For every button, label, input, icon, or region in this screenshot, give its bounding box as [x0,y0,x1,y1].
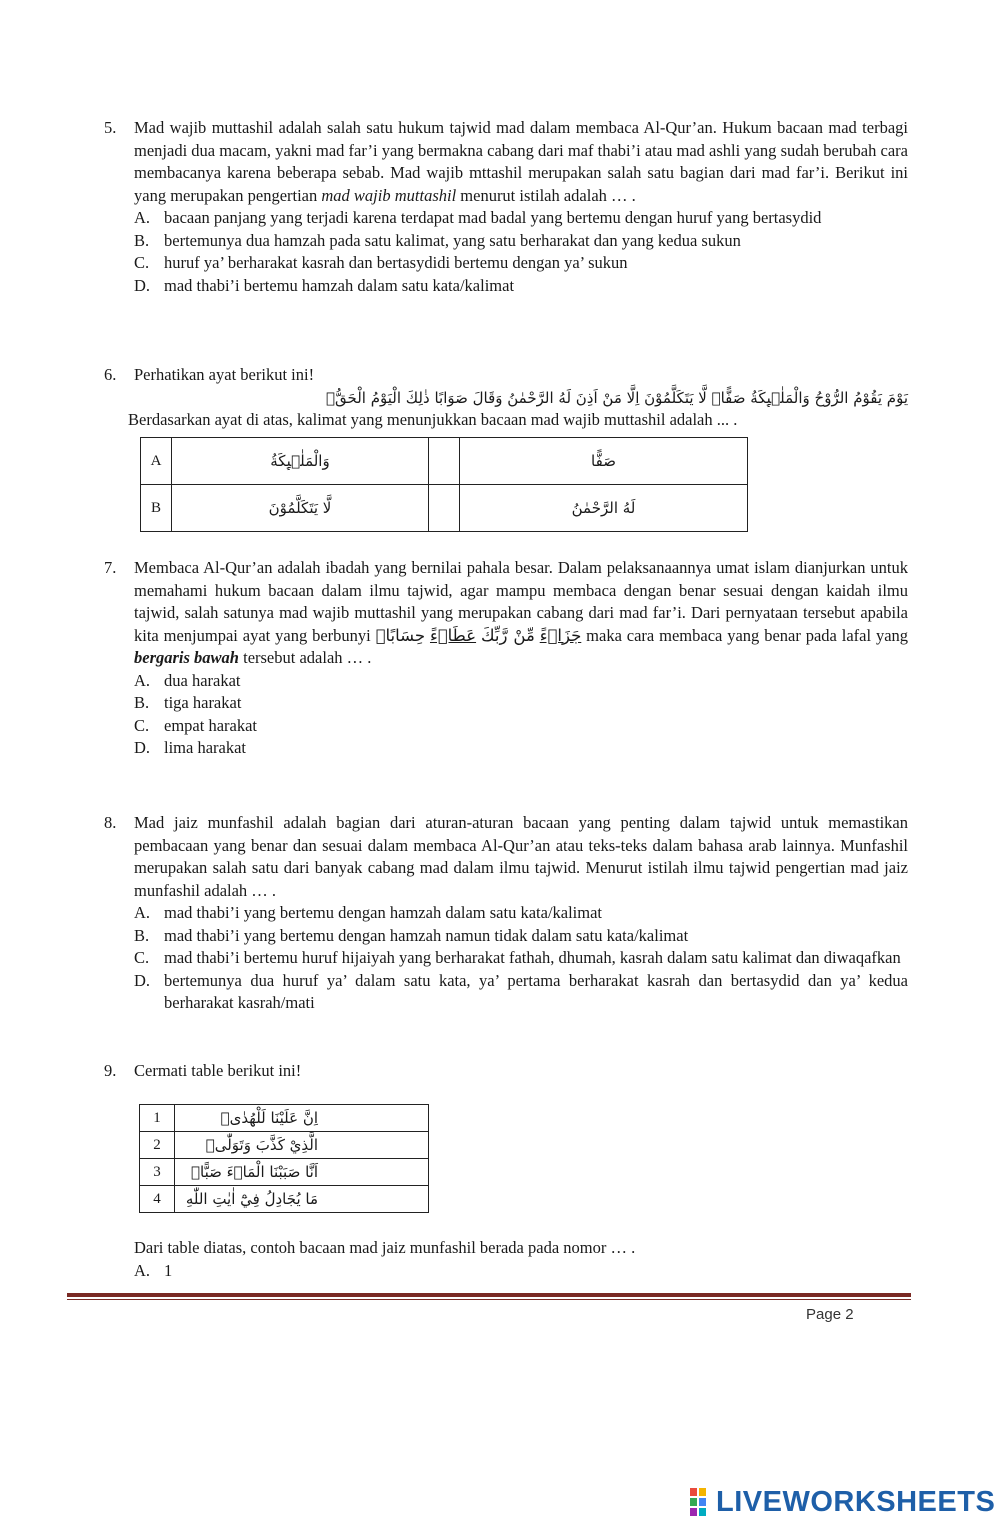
underlined-word: جَزَاۤءً [539,625,582,645]
table-cell: صَفًّا [460,438,748,485]
row-number: 3 [140,1159,175,1186]
page-number: Page 2 [806,1306,854,1323]
question-9 [104,1060,908,1083]
option-c[interactable]: C. empat harakat [134,715,257,735]
question-number: 6. [104,365,117,384]
footer-divider-thin [67,1299,911,1300]
question-8 [104,812,908,1015]
options-list [134,1260,908,1283]
option-a[interactable]: A. mad thabi’i yang bertemu dengan hamzah dalam satu kata/kalimat [134,903,603,922]
arabic-verse: يَوْمَ يَقُوْمُ الرُّوْحُ وَالْمَلٰۤىِٕكَةُ صَفًّاۙ لَّا يَتَكَلَّمُوْنَ اِلَّا مَنْ اَذِنَ لَهُ الرَّحْمٰنُ وَقَالَ صَوَابًا ذٰلِكَ الْيَوْمُ الْحَقُّۚ [326,388,908,407]
question-text: Mad wajib muttashil adalah salah satu hukum tajwid mad dalam membaca Al-Qur’an. Hukum bacaan mad terbagi menjadi dua macam, yakni mad far’i yang bermakna cabang dari maf thabi’i atau mad ashli yang sudah berubah cara membacanya karena beberapa sebab. Mad wajib mttashil merupakan salah satu bagian dari mad far’i. Berikut ini yang merupakan pengertian mad wajib muttashil menurut istilah adalah … . [134,118,908,205]
table-cell: لَّا يَتَكَلَّمُوْنَ [172,485,429,532]
arabic-word: حِسَابًاۙ [375,625,426,645]
table-cell: وَالْمَلٰۤىِٕكَةُ [172,438,429,485]
options-list [134,670,908,760]
option-a[interactable]: A. 1 [134,1260,173,1280]
table-cell: مَا يُجَادِلُ فِيْٓ اٰيٰتِ اللّٰهِ [175,1186,429,1213]
option-b[interactable]: B. mad thabi’i yang bertemu dengan hamzah namun tidak dalam satu kata/kalimat [134,925,689,945]
table-row[interactable] [140,1132,429,1159]
brand-logo [690,1485,996,1518]
option-b[interactable]: B. bertemunya dua hamzah pada satu kalimat, yang satu berharakat dan yang kedua sukun [134,230,741,250]
option-d[interactable]: D. bertemunya dua huruf ya’ dalam satu kata, ya’ pertama berharakat kasrah dan bertasydid dan ya’ kedua berharakat kasrah/mati [134,970,908,1012]
option-b[interactable]: B. tiga harakat [134,693,242,712]
underlined-word: عَطَاۤءً [429,625,477,645]
ayat-table [139,1104,429,1213]
row-number: 4 [140,1186,175,1213]
option-d[interactable]: D. mad thabi’i bertemu hamzah dalam satu kata/kalimat [134,275,515,295]
question-5 [104,117,908,297]
brand-name: LIVEWORKSHEETS [716,1485,996,1518]
row-number: 2 [140,1132,175,1159]
table-row[interactable] [140,1105,429,1132]
table-row[interactable] [140,1159,429,1186]
question-text: Dari table diatas, contoh bacaan mad jaiz munfashil berada pada nomor … . [134,1238,636,1257]
question-9-prompt [104,1237,908,1282]
option-a[interactable]: A. bacaan panjang yang terjadi karena terdapat mad badal yang bertemu dengan huruf yang bertasydid [134,208,822,227]
question-number: 5. [104,118,117,137]
question-text: Berdasarkan ayat di atas, kalimat yang menunjukkan bacaan mad wajib muttashil adalah ... . [128,409,738,429]
options-list [134,207,908,297]
question-7 [104,557,908,760]
option-d[interactable]: D. lima harakat [134,738,247,757]
question-6 [104,364,908,431]
question-intro: Perhatikan ayat berikut ini! [134,365,315,384]
question-text: Mad jaiz munfashil adalah bagian dari aturan-aturan bacaan yang penting dalam tajwid untuk memastikan pembacaan yang benar dan sesuai dalam membaca Al-Qur’an atau teks-teks dalam bahasa arab lainnya. Munfashil merupakan salah satu dari banyak cabang mad dalam ilmu tajwid. Menurut istilah ilmu tajwid pengertian mad jaiz munfashil adalah … . [134,813,908,900]
table-row[interactable] [140,1186,429,1213]
footer-divider [67,1293,911,1297]
table-cell [429,485,460,532]
table-cell: لَهُ الرَّحْمٰنُ [460,485,748,532]
option-c[interactable]: C. mad thabi’i bertemu huruf hijaiyah yang berharakat fathah, dhumah, kasrah dalam satu kalimat dan diwaqafkan [134,948,901,967]
arabic-word: مِّنْ رَّبِّكَ [480,625,535,645]
question-intro: Cermati table berikut ini! [134,1061,302,1080]
question-number: 8. [104,813,117,832]
table-cell: الَّذِيْ كَذَّبَ وَتَوَلّٰىۗ [175,1132,429,1159]
table-cell: اَنَّا صَبَبْنَا الْمَاۤءَ صَبًّاۙ [175,1159,429,1186]
row-number: 1 [140,1105,175,1132]
table-cell: اِنَّ عَلَيْنَا لَلْهُدٰىۖ [175,1105,429,1132]
options-list [134,902,908,1015]
row-label: B [141,485,172,532]
row-label: A [141,438,172,485]
liveworksheets-icon [690,1488,716,1516]
option-c[interactable]: C. huruf ya’ berharakat kasrah dan bertasydidi bertemu dengan ya’ sukun [134,253,628,272]
table-row[interactable] [141,485,748,532]
table-cell [429,438,460,485]
italic-term: mad wajib muttashil [321,185,457,205]
answer-table [140,437,748,532]
option-a[interactable]: A. dua harakat [134,670,241,690]
question-text: Membaca Al-Qur’an adalah ibadah yang bernilai pahala besar. Dalam pelaksanaannya umat islam dianjurkan untuk memahami hukum bacaan dalam ilmu tajwid, agar mampu membaca dengan benar sesuai dengan kaidah ilmu tajwid, salah satunya mad wajib muttashil yang merupakan cabang dari mad far’i. Dari pernyataan tersebut apabila kita menjumpai ayat yang berbunyi جَزَاۤءً مِّنْ رَّبِّكَ عَطَاۤءً حِسَابًاۙ maka cara membaca yang benar pada lafal yang bergaris bawah tersebut adalah … . [134,558,909,667]
question-number: 9. [104,1061,117,1080]
table-row[interactable] [141,438,748,485]
bold-italic-term: bergaris bawah [134,648,239,667]
question-number: 7. [104,558,117,577]
